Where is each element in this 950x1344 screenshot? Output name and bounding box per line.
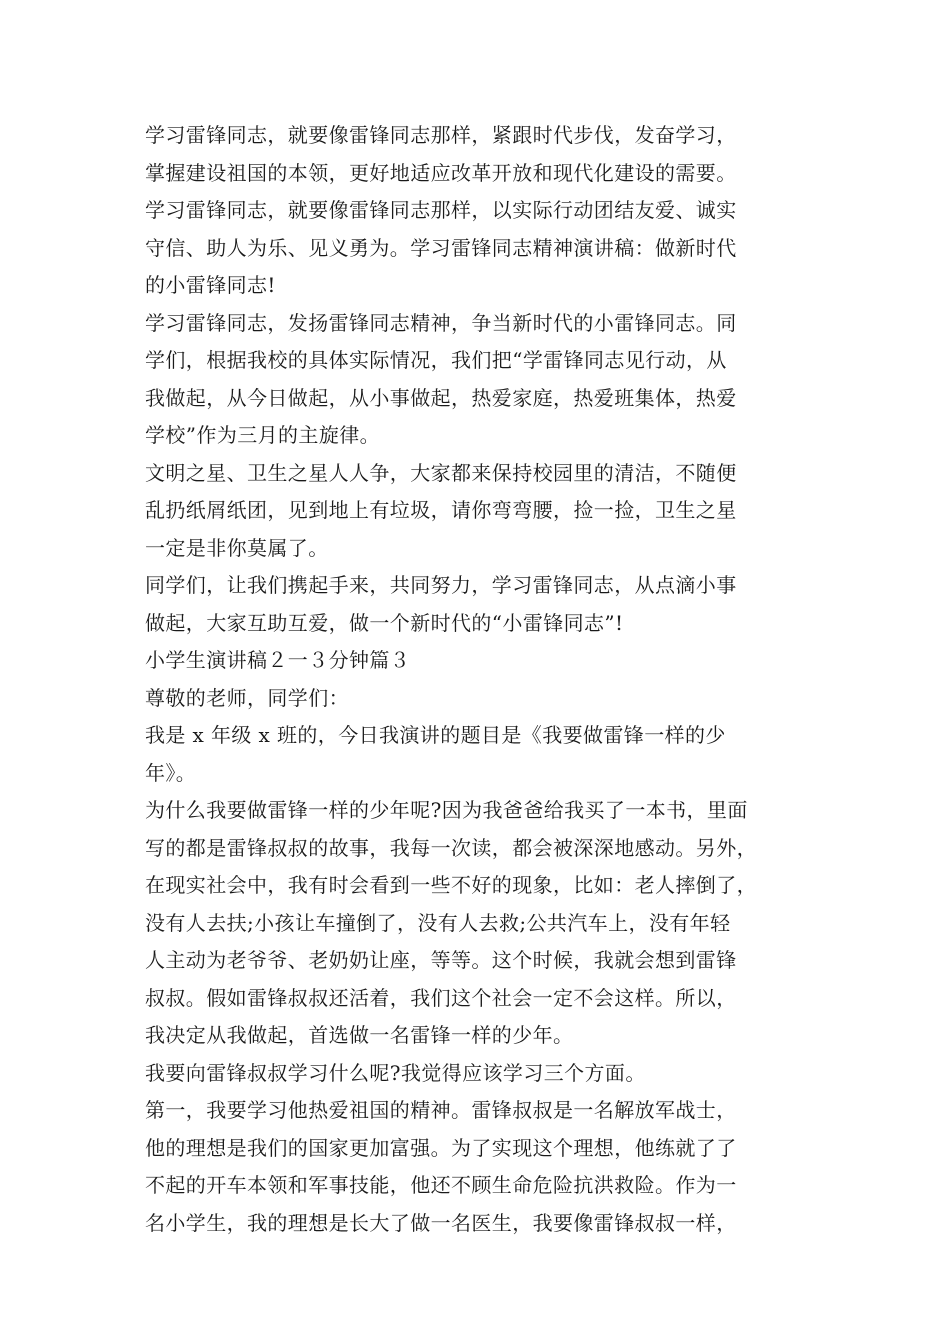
text-line: 第一，我要学习他热爱祖国的精神。雷锋叔叔是一名解放军战士， <box>145 1098 737 1122</box>
text-line: 做起，大家互助互爱，做一个新时代的“小雷锋同志”! <box>145 610 624 635</box>
document-body <box>145 117 825 1242</box>
text-line: 我要向雷锋叔叔学习什么呢?我觉得应该学习三个方面。 <box>145 1060 646 1085</box>
text-line: 一定是非你莫属了。 <box>145 535 329 560</box>
text-line: 在现实社会中，我有时会看到一些不好的现象，比如：老人摔倒了， <box>145 873 757 897</box>
salutation: 尊敬的老师，同学们： <box>145 685 349 710</box>
text-line: 他的理想是我们的国家更加富强。为了实现这个理想，他练就了了 <box>145 1135 737 1160</box>
text-line: 的小雷锋同志! <box>145 273 276 297</box>
text-line: 为什么我要做雷锋一样的少年呢?因为我爸爸给我买了一本书，里面 <box>145 798 748 822</box>
text-line: 学习雷锋同志，就要像雷锋同志那样，以实际行动团结友爱、诚实 <box>145 198 737 222</box>
text-line: 学们，根据我校的具体实际情况，我们把“学雷锋同志见行动，从 <box>145 348 727 372</box>
text-line: 学习雷锋同志，发扬雷锋同志精神，争当新时代的小雷锋同志。同 <box>145 310 737 335</box>
text-line: 守信、助人为乐、见义勇为。学习雷锋同志精神演讲稿：做新时代 <box>145 235 737 260</box>
text-line: 人主动为老爷爷、老奶奶让座，等等。这个时候，我就会想到雷锋 <box>145 948 737 972</box>
text-line: 学习雷锋同志，就要像雷锋同志那样，紧跟时代步伐，发奋学习， <box>145 123 737 147</box>
text-line: 年》。 <box>145 760 197 785</box>
text-line: 乱扔纸屑纸团，见到地上有垃圾，请你弯弯腰，捡一捡，卫生之星 <box>145 498 737 522</box>
text-line: 不起的开车本领和军事技能，他还不顾生命危险抗洪救险。作为一 <box>145 1173 737 1197</box>
text-line: 写的都是雷锋叔叔的故事，我每一次读，都会被深深地感动。另外， <box>145 835 757 860</box>
text-line: 名小学生，我的理想是长大了做一名医生，我要像雷锋叔叔一样， <box>145 1210 737 1235</box>
text-line: 我做起，从今日做起，从小事做起，热爱家庭，热爱班集体，热爱 <box>145 385 737 410</box>
text-line: 我是 x 年级 x 班的，今日我演讲的题目是《我要做雷锋一样的少 <box>145 723 726 747</box>
text-line: 掌握建设祖国的本领，更好地适应改革开放和现代化建设的需要。 <box>145 160 737 185</box>
text-line: 文明之星、卫生之星人人争，大家都来保持校园里的清洁，不随便 <box>145 460 737 485</box>
text-line: 我决定从我做起，首选做一名雷锋一样的少年。 <box>145 1023 574 1047</box>
text-line: 同学们，让我们携起手来，共同努力，学习雷锋同志，从点滴小事 <box>145 573 737 597</box>
text-line: 学校”作为三月的主旋律。 <box>145 423 381 447</box>
section-heading: 小学生演讲稿２一３分钟篇３ <box>145 648 411 672</box>
text-line: 没有人去扶;小孩让车撞倒了，没有人去救;公共汽车上，没有年轻 <box>145 910 731 935</box>
text-line: 叔叔。假如雷锋叔叔还活着，我们这个社会一定不会这样。所以， <box>145 985 737 1010</box>
